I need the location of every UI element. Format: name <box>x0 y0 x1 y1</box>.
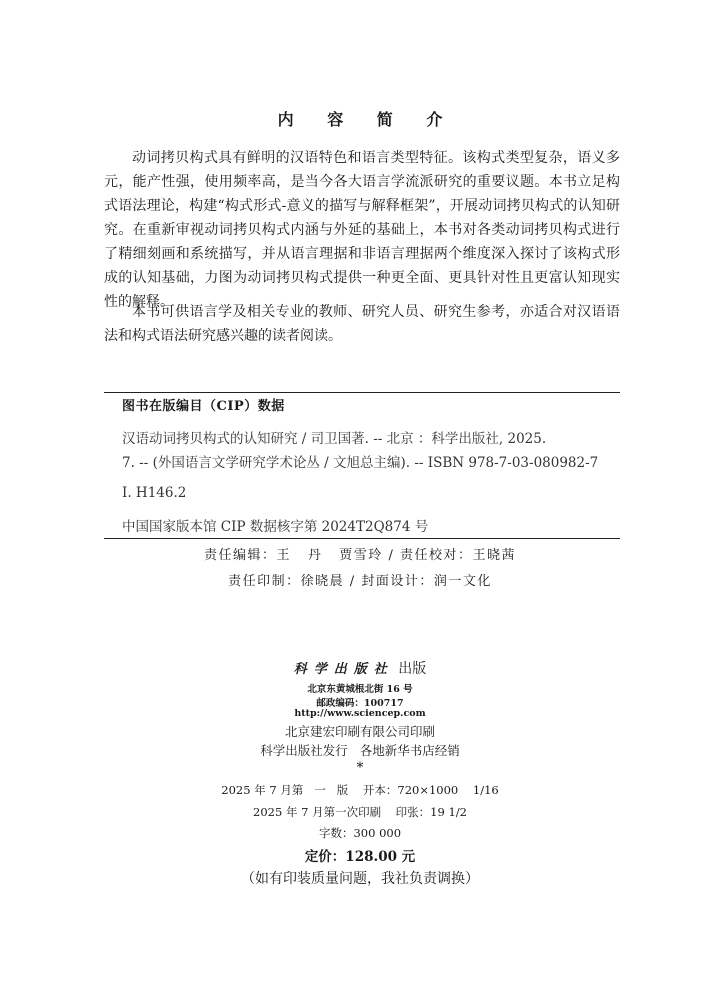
publisher-postcode: 邮政编码：100717 <box>316 698 404 709</box>
publisher-url: http://www.sciencep.com <box>294 708 426 719</box>
cip-top-rule <box>104 392 620 393</box>
summary-title: 内 容 简 介 <box>277 110 457 129</box>
publisher-brand: 科学出版社 <box>293 662 394 677</box>
summary-paragraph-2: 本书可供语言学及相关专业的教师、研究人员、研究生参考，亦适合对汉语语法和构式语法研究感兴趣的读者阅读。 <box>104 304 620 344</box>
cip-heading: 图书在版编目（CIP）数据 <box>122 399 285 414</box>
summary-paragraph-1: 动词拷贝构式具有鲜明的汉语特色和语言类型特征。该构式类型复杂，语义多元，能产性强，使用频率高，是当今各大语言学流派研究的重要议题。本书立足构式语法理论，构建“构式形式-意义的描写与解释框架”，开展动词拷贝构式的认知研究。在重新审视动词拷贝构式内涵与外延的基础上，本书对各类动词拷贝构式进行了精细刻画和系统描写，并从语言理据和非语言理据两个维度深入探讨了该构式形成的认知基础，力图为动词拷贝构式提供一种更全面、更具针对性且更富认知现实性的解释。 <box>104 150 620 310</box>
credits-editors: 责任编辑：王 丹 贾雪玲 / 责任校对：王晓茜 <box>204 548 516 563</box>
word-count: 字数：300 000 <box>318 826 402 840</box>
separator-star: * <box>356 760 364 776</box>
cip-entry-line-2: 7. -- (外国语言文学研究学术论丛 / 文旭总主编). -- ISBN 978-7-03-080982-7 <box>122 455 599 471</box>
return-notice: （如有印装质量问题，我社负责调换） <box>241 871 479 887</box>
distribution-line: 科学出版社发行 各地新华书店经销 <box>260 743 460 758</box>
published-label: 出版 <box>398 661 427 677</box>
publisher-address: 北京东黄城根北街 16 号 <box>307 684 413 695</box>
cip-classification: Ⅰ. H146.2 <box>122 485 187 501</box>
cip-bottom-rule <box>104 538 620 539</box>
printing-line: 2025 年 7 月第一次印刷 印张：19 1/2 <box>253 805 467 819</box>
price: 定价：128.00 元 <box>304 849 416 865</box>
printer-line: 北京建宏印刷有限公司印刷 <box>284 724 435 739</box>
cip-record-number: 中国国家版本馆 CIP 数据核字第 2024T2Q874 号 <box>122 519 429 535</box>
cip-entry-line-1: 汉语动词拷贝构式的认知研究 / 司卫国著. -- 北京 ：科学出版社, 2025. <box>122 431 547 447</box>
credits-production: 责任印制：徐晓晨 / 封面设计：润一文化 <box>228 574 492 589</box>
publisher-name-line <box>0 658 720 678</box>
edition-line: 2025 年 7 月第 一 版 开本：720×1000 1/16 <box>221 783 499 797</box>
